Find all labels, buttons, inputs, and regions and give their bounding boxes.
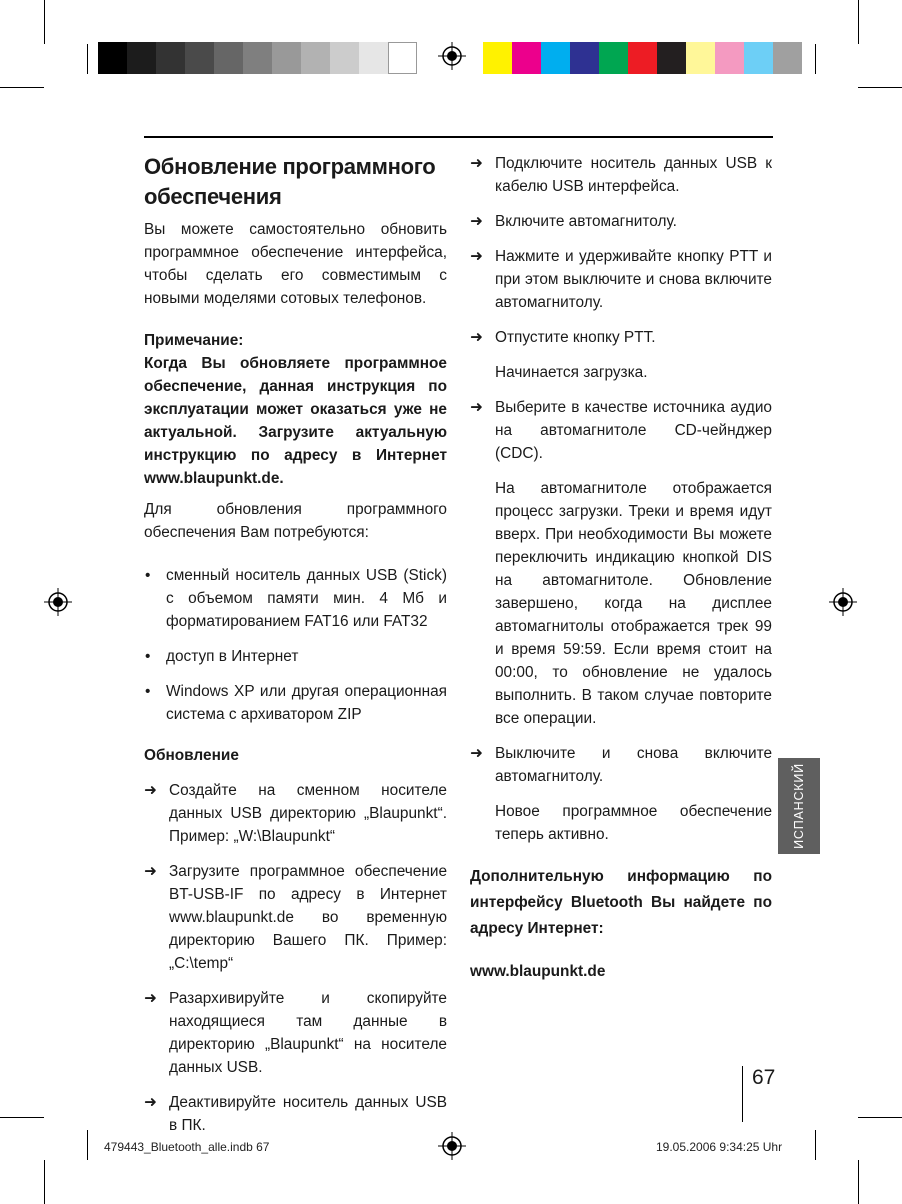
color-swatch <box>98 42 127 74</box>
language-tab <box>778 758 820 854</box>
bullet-icon: • <box>145 683 151 700</box>
arrow-icon: ➜ <box>470 329 483 346</box>
step-item: ➜ Разархивируйте и скопируйте находящиеся там данные в директорию „Blaupunkt“ на носителе данных USB. <box>144 987 447 1079</box>
more-info-text: Дополнительную информацию по интерфейсу Bluetooth Вы найдете по адресу Интернет: <box>470 868 772 937</box>
step-item: ➜ Нажмите и удерживайте кнопку PTT и при этом выключите и снова включите автомагнитолу. <box>470 245 772 314</box>
crop-mark <box>858 87 902 88</box>
update-heading: Обновление <box>144 747 239 764</box>
page-number-rule <box>742 1066 743 1122</box>
arrow-icon: ➜ <box>470 248 483 265</box>
header-rule <box>144 136 773 138</box>
crop-mark <box>0 1117 44 1118</box>
registration-mark-icon <box>44 588 72 616</box>
color-swatch <box>243 42 272 74</box>
crop-mark <box>0 87 44 88</box>
note-label: Примечание: <box>144 332 244 349</box>
crop-mark <box>44 0 45 44</box>
step-item: ➜ Выберите в качестве источника аудио на автомагнитоле CD-чейнджер (CDC). <box>470 396 772 465</box>
note-text: Когда Вы обновляете программное обеспечение, данная инструкция по эксплуатации может оказаться уже не актуальной. Загрузите актуальную инструкцию по адресу в Интернет www.blaupunkt.de. <box>144 355 447 487</box>
color-swatch <box>388 42 417 74</box>
color-swatch <box>657 42 686 74</box>
color-swatch <box>744 42 773 74</box>
color-swatch <box>512 42 541 74</box>
step-result: Начинается загрузка. <box>495 364 648 381</box>
color-swatch <box>185 42 214 74</box>
step-item: ➜ Отпустите кнопку PTT. <box>470 326 772 349</box>
arrow-icon: ➜ <box>470 399 483 416</box>
arrow-icon: ➜ <box>470 745 483 762</box>
website-link[interactable]: www.blaupunkt.de <box>470 963 606 980</box>
arrow-icon: ➜ <box>144 990 157 1007</box>
step-item: ➜ Деактивируйте носитель данных USB в ПК. <box>144 1091 447 1137</box>
left-column <box>144 152 447 1137</box>
bullet-icon: • <box>145 648 151 665</box>
footer-datetime: 19.05.2006 9:34:25 Uhr <box>656 1140 783 1154</box>
color-swatch <box>773 42 802 74</box>
color-swatch <box>301 42 330 74</box>
requirements-intro: Для обновления программного обеспечения Вам потребуются: <box>144 501 447 541</box>
color-swatch <box>541 42 570 74</box>
crop-mark <box>87 1130 88 1160</box>
list-item: • доступ в Интернет <box>144 645 447 668</box>
color-swatch <box>272 42 301 74</box>
color-swatch <box>686 42 715 74</box>
color-swatch <box>127 42 156 74</box>
color-swatch <box>359 42 388 74</box>
crop-mark <box>858 1117 902 1118</box>
step-item: ➜ Загрузите программное обеспечение BT-USB-IF по адресу в Интернет www.blaupunkt.de во временную директорию Вашего ПК. Пример: „C:\temp“ <box>144 860 447 975</box>
page-title: Обновление программного обеспечения <box>144 154 436 209</box>
intro-paragraph: Вы можете самостоятельно обновить программное обеспечение интерфейса, чтобы сделать его совместимым с новыми моделями сотовых телефонов. <box>144 221 447 307</box>
arrow-icon: ➜ <box>470 155 483 172</box>
bullet-icon: • <box>145 567 151 584</box>
color-swatch <box>570 42 599 74</box>
arrow-icon: ➜ <box>144 1094 157 1111</box>
color-swatch <box>599 42 628 74</box>
step-result: Новое программное обеспечение теперь активно. <box>495 803 772 843</box>
list-item: • Windows XP или другая операционная система с архиватором ZIP <box>144 680 447 726</box>
crop-mark <box>815 1130 816 1160</box>
crop-mark <box>87 44 88 74</box>
crop-mark <box>858 0 859 44</box>
right-column <box>470 152 772 983</box>
arrow-icon: ➜ <box>144 782 157 799</box>
registration-mark-icon <box>829 588 857 616</box>
arrow-icon: ➜ <box>144 863 157 880</box>
crop-mark <box>44 1160 45 1204</box>
language-tab-label: ИСПАНСКИЙ <box>792 763 806 849</box>
registration-mark-icon <box>438 42 466 70</box>
color-swatch <box>483 42 512 74</box>
crop-mark <box>815 44 816 74</box>
footer-file-info: 479443_Bluetooth_alle.indb 67 <box>104 1140 270 1154</box>
color-swatch <box>330 42 359 74</box>
crop-mark <box>858 1160 859 1204</box>
arrow-icon: ➜ <box>470 213 483 230</box>
color-swatch <box>156 42 185 74</box>
page-number: 67 <box>752 1066 776 1089</box>
step-item: ➜ Создайте на сменном носителе данных USB директорию „Blaupunkt“. Пример: „W:\Blaupunkt“ <box>144 779 447 848</box>
step-item: ➜ Подключите носитель данных USB к кабелю USB интерфейса. <box>470 152 772 198</box>
step-result: На автомагнитоле отображается процесс загрузки. Треки и время идут вверх. При необходимости Вы можете переключить индикацию кнопкой DIS на автомагнитоле. Обновление завершено, когда на дисплее автомагнитолы отображается трек 99 и время 59:59. Если время стоит на 00:00, то обновление не удалось выполнить. В таком случае повторите все операции. <box>495 480 772 727</box>
color-swatch <box>628 42 657 74</box>
list-item: • сменный носитель данных USB (Stick) с объемом памяти мин. 4 Мб и форматированием FAT16 или FAT32 <box>144 564 447 633</box>
color-swatch <box>715 42 744 74</box>
step-item: ➜ Выключите и снова включите автомагнитолу. <box>470 742 772 788</box>
color-swatch <box>214 42 243 74</box>
step-item: ➜ Включите автомагнитолу. <box>470 210 772 233</box>
